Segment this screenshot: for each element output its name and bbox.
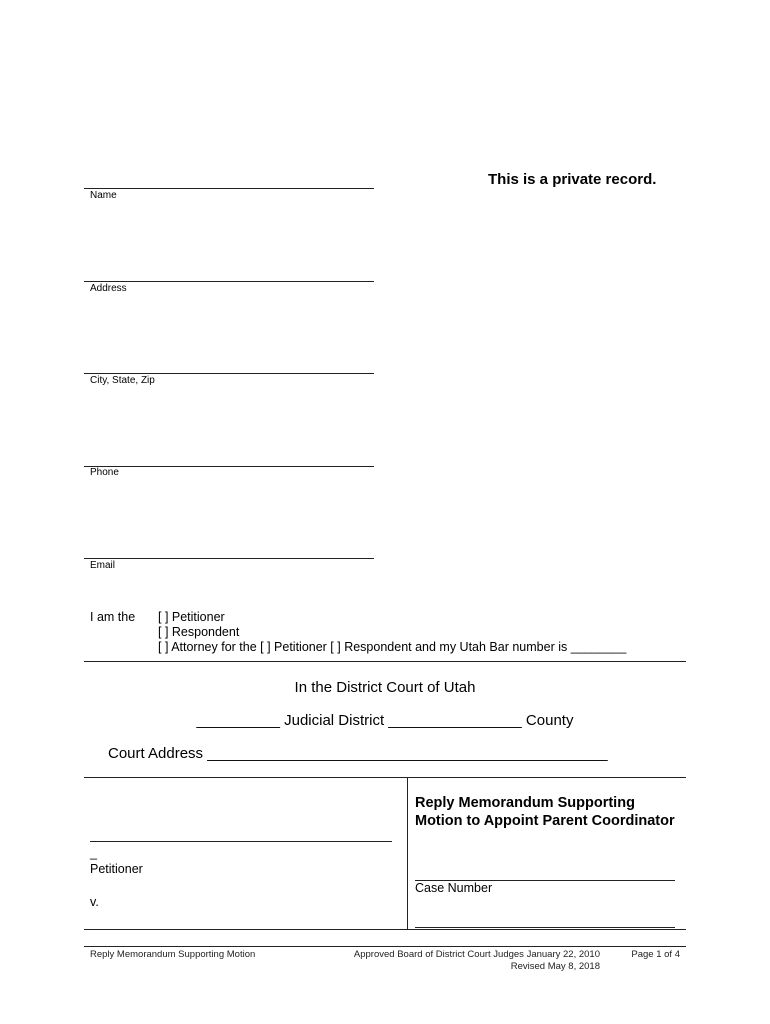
footer-page: Page 1 of 4 — [631, 949, 680, 960]
footer-revised: Revised May 8, 2018 — [510, 961, 600, 972]
divider-top — [84, 661, 686, 662]
attorney-option[interactable]: [ ] Attorney for the [ ] Petitioner [ ] Respondent and my Utah Bar number is ________ — [158, 640, 627, 654]
i-am-the-label: I am the — [90, 610, 136, 624]
city-state-zip-line[interactable] — [84, 373, 374, 374]
phone-line[interactable] — [84, 466, 374, 467]
phone-label: Phone — [90, 467, 119, 478]
footer-left: Reply Memorandum Supporting Motion — [90, 949, 256, 960]
versus-label: v. — [90, 895, 99, 909]
private-record-notice: This is a private record. — [488, 171, 657, 188]
case-number-label: Case Number — [415, 881, 493, 895]
court-address-line: Court Address ________________________________________________ — [108, 745, 608, 762]
court-name: In the District Court of Utah — [294, 679, 476, 696]
petitioner-name-line[interactable] — [90, 841, 392, 842]
email-label: Email — [90, 560, 116, 571]
petitioner-label: Petitioner — [90, 862, 143, 876]
caption-bottom-rule — [84, 929, 686, 930]
address-line[interactable] — [84, 281, 374, 282]
judge-line[interactable] — [415, 927, 675, 928]
footer-rule — [84, 946, 686, 947]
name-label: Name — [90, 190, 117, 201]
respondent-option[interactable]: [ ] Respondent — [158, 625, 240, 639]
caption-top-rule — [84, 777, 686, 778]
name-line[interactable] — [84, 188, 374, 189]
caption-divider — [407, 777, 408, 929]
petitioner-underscore: _ — [90, 846, 97, 860]
email-line[interactable] — [84, 558, 374, 559]
petitioner-option[interactable]: [ ] Petitioner — [158, 610, 225, 624]
party-options — [158, 610, 626, 655]
city-state-zip-label: City, State, Zip — [90, 375, 155, 386]
footer-approved: Approved Board of District Court Judges January 22, 2010 — [353, 949, 600, 960]
judicial-district-line: __________ Judicial District ________________ County — [196, 712, 574, 729]
address-label: Address — [90, 283, 127, 294]
document-title: Reply Memorandum Supporting Motion to Appoint Parent Coordinator — [415, 795, 675, 829]
